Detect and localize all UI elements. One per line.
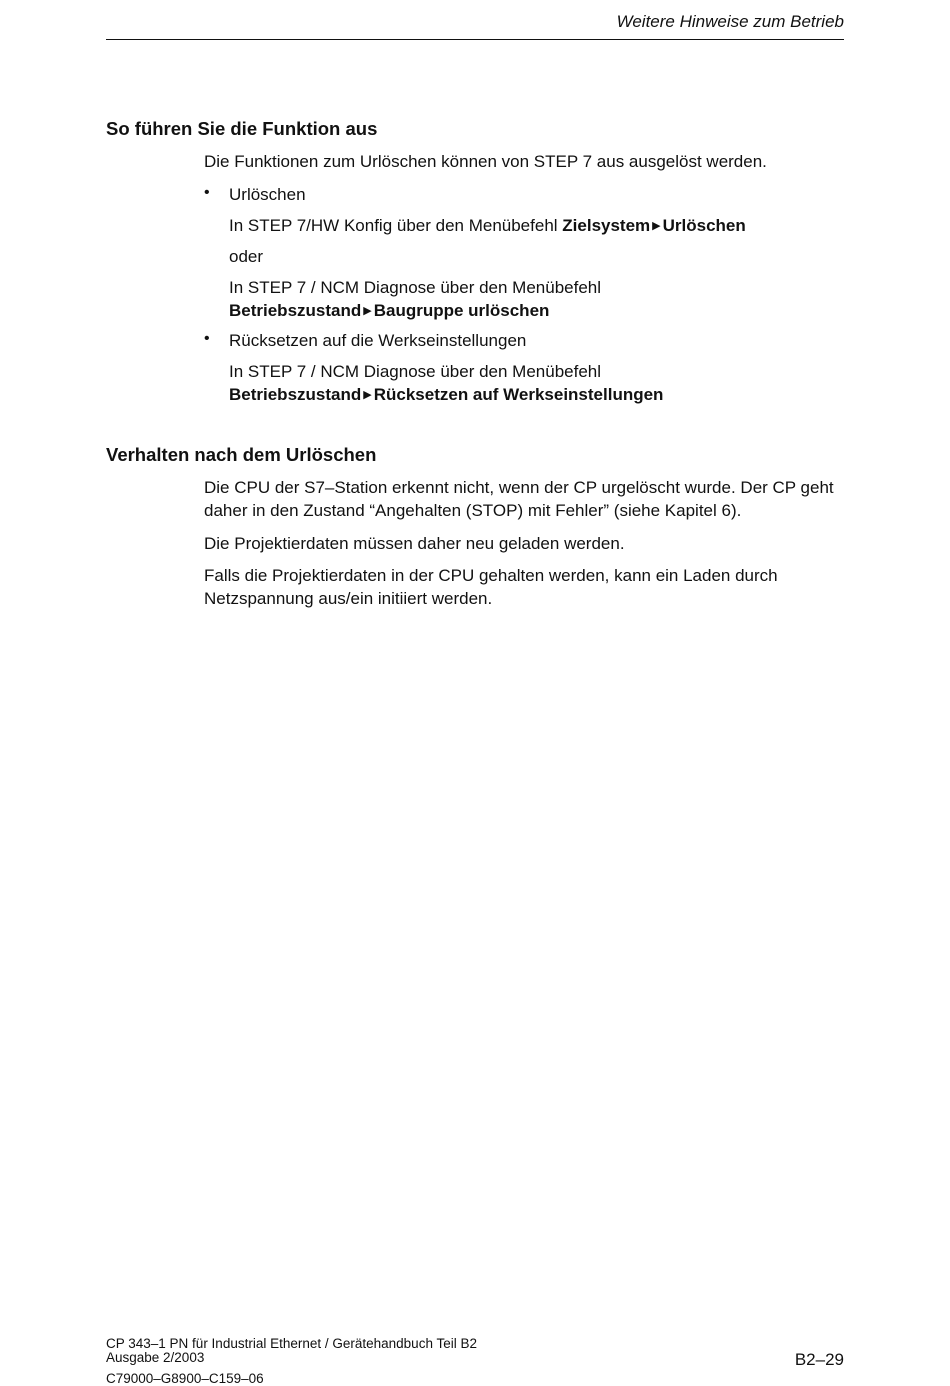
item1-line1-prefix: In STEP 7/HW Konfig über den Menübefehl — [229, 216, 563, 235]
footer-edition: Ausgabe 2/2003 — [106, 1350, 205, 1365]
item1-label: Urlöschen — [229, 185, 306, 204]
item1-or: oder — [229, 247, 264, 266]
item2-line-prefix: In STEP 7 / NCM Diagnose über den Menübefehl — [229, 362, 602, 381]
menu-arrow-icon: ▶ — [363, 305, 372, 317]
section-heading-behavior: Verhalten nach dem Urlöschen — [106, 444, 377, 465]
menu-arrow-icon: ▶ — [363, 389, 372, 401]
menu-ruecksetzen: Rücksetzen auf Werkseinstellungen — [373, 385, 664, 404]
menu-urloeschen: Urlöschen — [662, 216, 746, 235]
section-heading-execute: So führen Sie die Funktion aus — [106, 118, 378, 139]
section2-para3: Falls die Projektierdaten in der CPU gehalten werden, kann ein Laden durch Netzspannung aus/ein initiiert werden. — [204, 566, 778, 608]
menu-betriebszustand-2: Betriebszustand — [229, 385, 362, 404]
menu-arrow-icon: ▶ — [652, 220, 661, 232]
item1-line2 — [229, 276, 819, 323]
item2-line — [229, 360, 844, 407]
menu-betriebszustand: Betriebszustand — [229, 301, 362, 320]
header-rule — [106, 39, 844, 40]
footer-order-number: C79000–G8900–C159–06 — [106, 1371, 264, 1386]
item1-line1 — [229, 214, 844, 238]
menu-baugruppe-urloeschen: Baugruppe urlöschen — [373, 301, 550, 320]
page-number: B2–29 — [794, 1350, 844, 1369]
bullet-2: • — [204, 330, 210, 347]
section1-intro: Die Funktionen zum Urlöschen können von STEP 7 aus ausgelöst werden. — [204, 152, 767, 171]
footer-manual-title: CP 343–1 PN für Industrial Ethernet / Gerätehandbuch Teil B2 — [106, 1336, 477, 1351]
section2-para1: Die CPU der S7–Station erkennt nicht, wenn der CP urgelöscht wurde. Der CP geht daher in den Zustand “Angehalten (STOP) mit Fehler” (siehe Kapitel 6). — [204, 478, 834, 520]
section2-para2: Die Projektierdaten müssen daher neu geladen werden. — [204, 534, 625, 553]
bullet-1: • — [204, 184, 210, 201]
page-header-title: Weitere Hinweise zum Betrieb — [616, 12, 844, 31]
item1-line2-prefix: In STEP 7 / NCM Diagnose über den Menübefehl — [229, 278, 602, 297]
menu-zielsystem: Zielsystem — [562, 216, 651, 235]
item2-label: Rücksetzen auf die Werkseinstellungen — [229, 331, 527, 350]
